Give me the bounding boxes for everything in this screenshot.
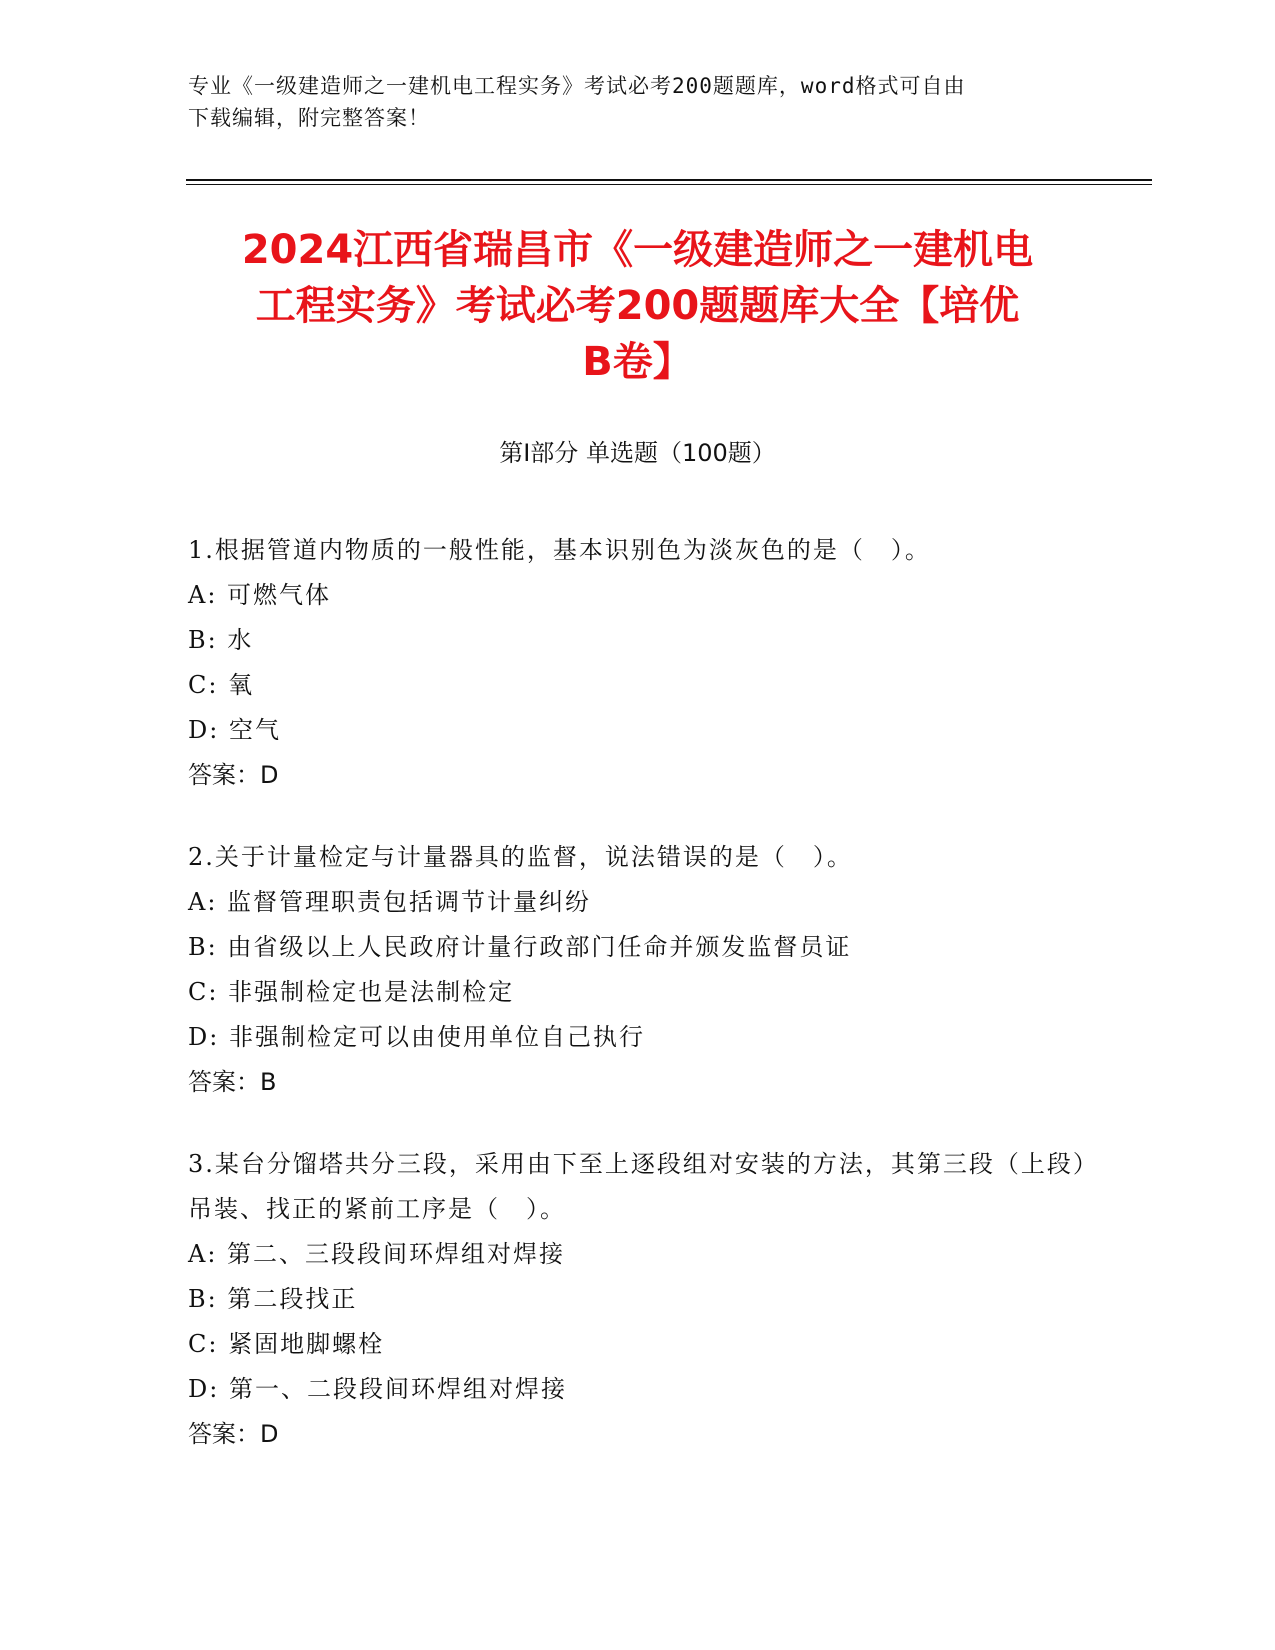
- header-divider-thick: [186, 179, 1152, 181]
- option-d: D: 空气: [188, 716, 281, 744]
- document-title-line-2: 工程实务》考试必考200题题库大全【培优: [255, 283, 1020, 329]
- option-b: B: 水: [188, 626, 254, 654]
- option-c: C: 非强制检定也是法制检定: [188, 978, 515, 1006]
- header-note-line-2: 下载编辑，附完整答案！: [188, 106, 430, 130]
- answer: 答案：D: [188, 1420, 279, 1448]
- answer: 答案：B: [188, 1068, 277, 1096]
- question-item: [188, 1142, 1088, 1457]
- question-stem: 3.某台分馏塔共分三段，采用由下至上逐段组对安装的方法，其第三段（上段）吊装、找正的紧前工序是（ ）。: [188, 1150, 1087, 1223]
- header-divider-thin: [186, 184, 1152, 185]
- option-a: A: 可燃气体: [188, 581, 332, 609]
- option-c: C: 紧固地脚螺栓: [188, 1330, 385, 1358]
- option-d: D: 第一、二段段间环焊组对焊接: [188, 1375, 567, 1403]
- question-item: [188, 528, 1088, 798]
- header-note: [188, 70, 1088, 134]
- option-a: A: 监督管理职责包括调节计量纠纷: [188, 888, 592, 916]
- header-note-line-1: 专业《一级建造师之一建机电工程实务》考试必考200题题库，word格式可自由: [188, 74, 966, 98]
- option-a: A: 第二、三段段间环焊组对焊接: [188, 1240, 566, 1268]
- document-title: [180, 222, 1095, 390]
- option-b: B: 第二段找正: [188, 1285, 358, 1313]
- option-c: C: 氧: [188, 671, 255, 699]
- question-stem: 1.根据管道内物质的一般性能，基本识别色为淡灰色的是（ ）。: [188, 536, 931, 564]
- option-b: B: 由省级以上人民政府计量行政部门任命并颁发监督员证: [188, 933, 852, 961]
- section-heading: 第Ⅰ部分 单选题（100题）: [499, 439, 776, 467]
- document-title-line-1: 2024江西省瑞昌市《一级建造师之一建机电: [241, 227, 1034, 273]
- question-item: [188, 835, 1088, 1105]
- answer: 答案：D: [188, 761, 279, 789]
- question-list: [188, 528, 1088, 1494]
- option-d: D: 非强制检定可以由使用单位自己执行: [188, 1023, 645, 1051]
- question-stem: 2.关于计量检定与计量器具的监督，说法错误的是（ ）。: [188, 843, 853, 871]
- document-title-line-3: B卷】: [582, 339, 693, 385]
